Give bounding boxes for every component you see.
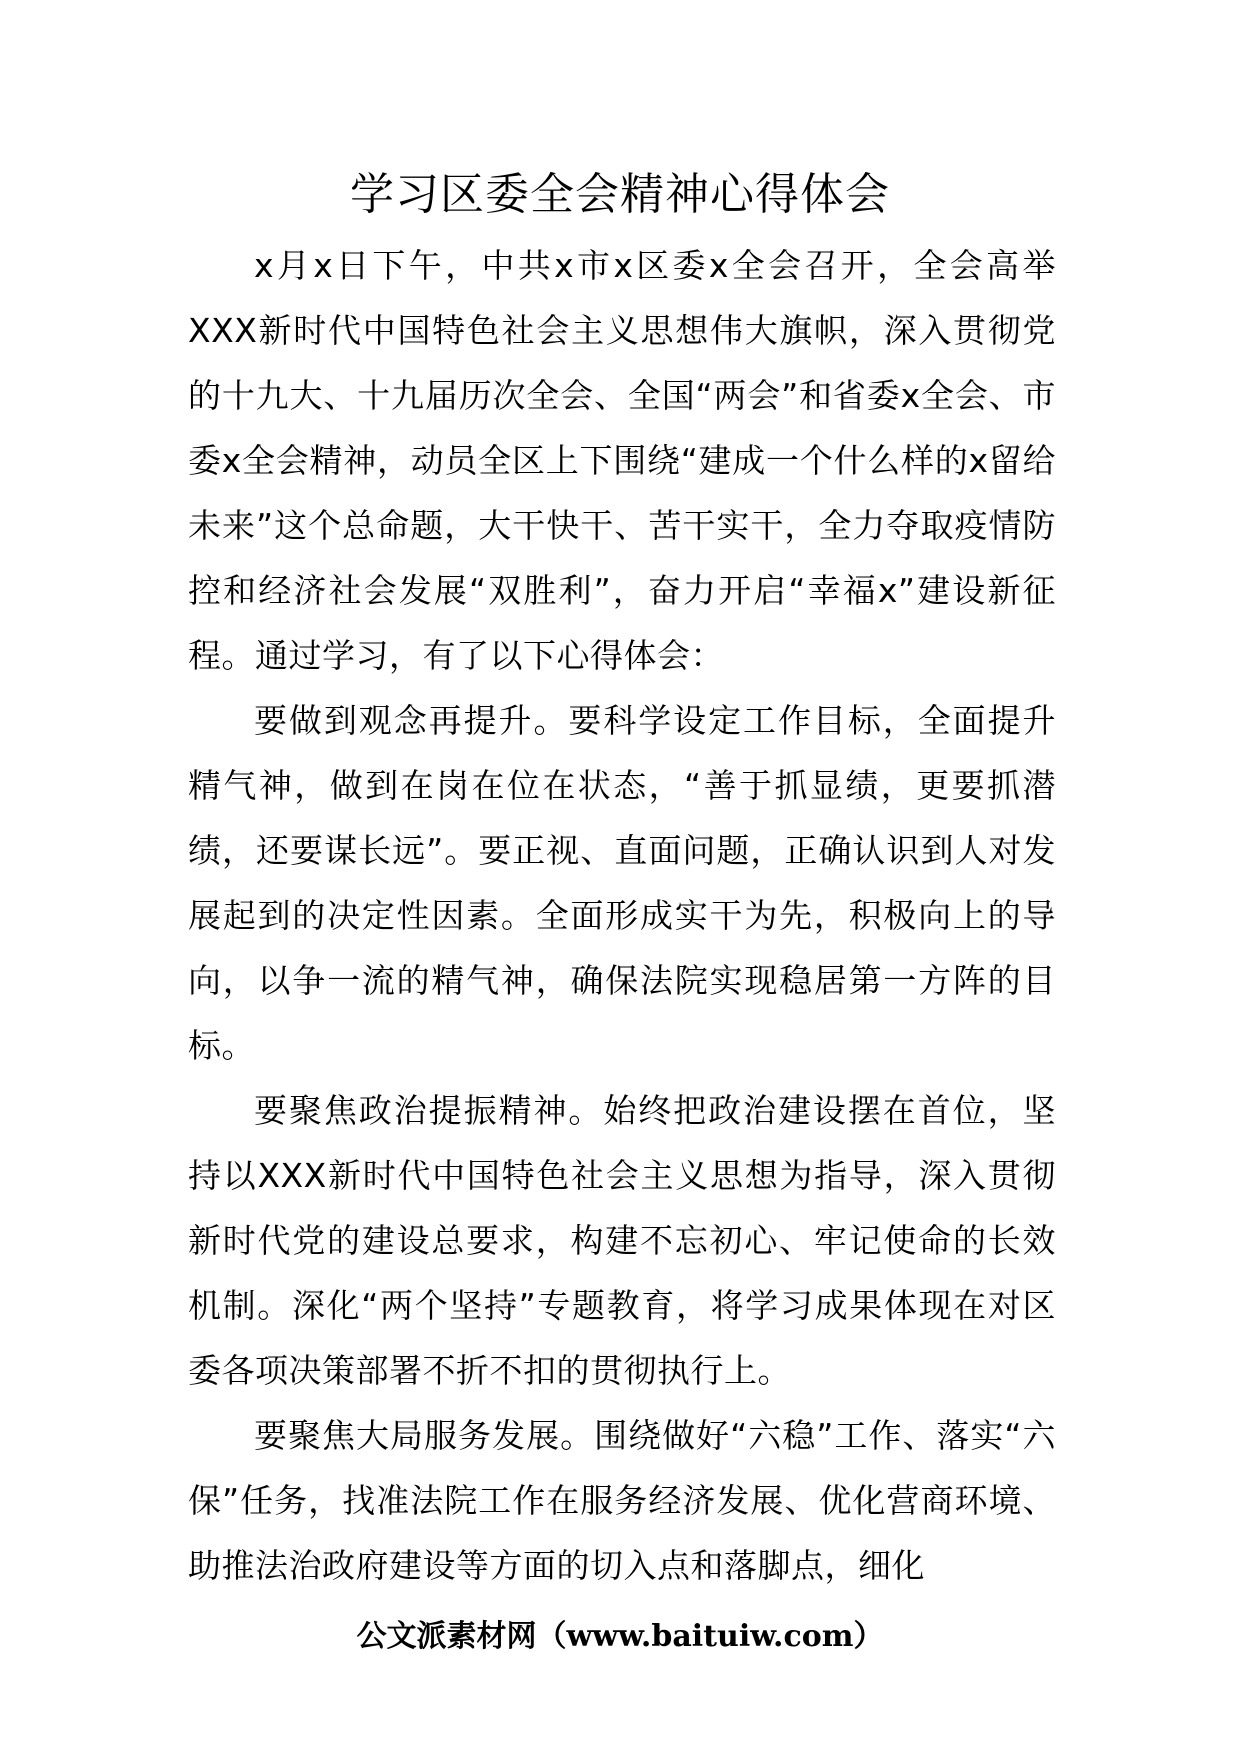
paragraph-concept: 要做到观念再提升。要科学设定工作目标，全面提升精气神，做到在岗在位在状态，“善于抓显绩，更要抓潜绩，还要谋长远”。要正视、直面问题，正确认识到人对发展起到的决定性因素。全面形成实干为先，积极向上的导向，以争一流的精气神，确保法院实现稳居第一方阵的目标。 [188, 701, 1056, 1065]
document-title: 学习区委全会精神心得体会 [350, 169, 890, 220]
paragraph-politics: 要聚焦政治提振精神。始终把政治建设摆在首位，坚持以XXX新时代中国特色社会主义思想为指导，深入贯彻新时代党的建设总要求，构建不忘初心、牢记使命的长效机制。深化“两个坚持”专题教育，将学习成果体现在对区委各项决策部署不折不扣的贯彻执行上。 [188, 1091, 1056, 1390]
source-footer: 公文派素材网（www.baituiw.com） [356, 1619, 884, 1654]
document-body [188, 233, 1056, 1598]
paragraph-intro: x月x日下午，中共x市x区委x全会召开，全会高举XXX新时代中国特色社会主义思想伟大旗帜，深入贯彻党的十九大、十九届历次全会、全国“两会”和省委x全会、市委x全会精神，动员全区上下围绕“建成一个什么样的x留给未来”这个总命题，大干快干、苦干实干，全力夺取疫情防控和经济社会发展“双胜利”，奋力开启“幸福x”建设新征程。通过学习，有了以下心得体会： [188, 246, 1056, 675]
paragraph-service: 要聚焦大局服务发展。围绕做好“六稳”工作、落实“六保”任务，找准法院工作在服务经济发展、优化营商环境、助推法治政府建设等方面的切入点和落脚点，细化 [188, 1416, 1056, 1585]
